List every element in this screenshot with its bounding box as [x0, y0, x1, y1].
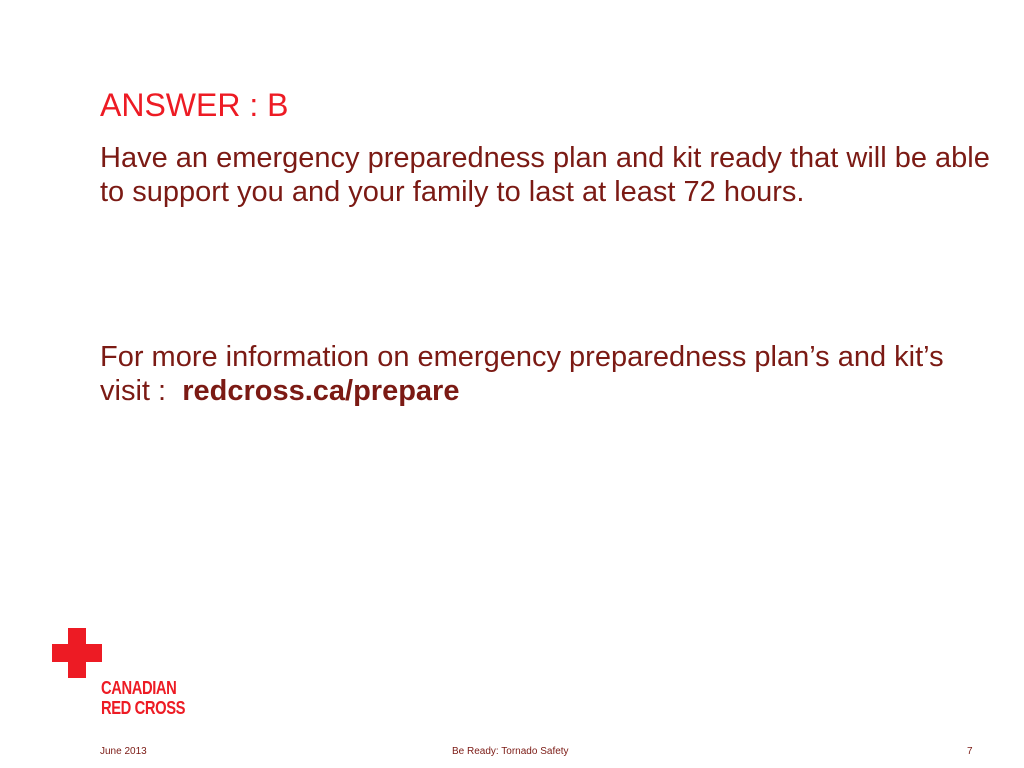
footer-title: Be Ready: Tornado Safety — [452, 746, 569, 757]
logo-text-canadian: CANADIAN — [101, 678, 177, 698]
redcross-link[interactable]: redcross.ca/prepare — [182, 375, 460, 407]
footer-date: June 2013 — [100, 746, 147, 757]
canadian-red-cross-logo — [52, 628, 212, 720]
body-paragraph-info — [100, 340, 1000, 408]
red-cross-icon — [52, 628, 102, 678]
info-text: For more information on emergency preparedness plan’s and kit’s visit : — [100, 341, 944, 407]
body-paragraph-plan: Have an emergency preparedness plan and kit ready that will be able to support you and your family to last at least 72 hours. — [100, 142, 990, 208]
answer-title: ANSWER : B — [100, 87, 289, 123]
page-number: 7 — [967, 746, 973, 757]
logo-text-red-cross: RED CROSS — [101, 698, 186, 718]
